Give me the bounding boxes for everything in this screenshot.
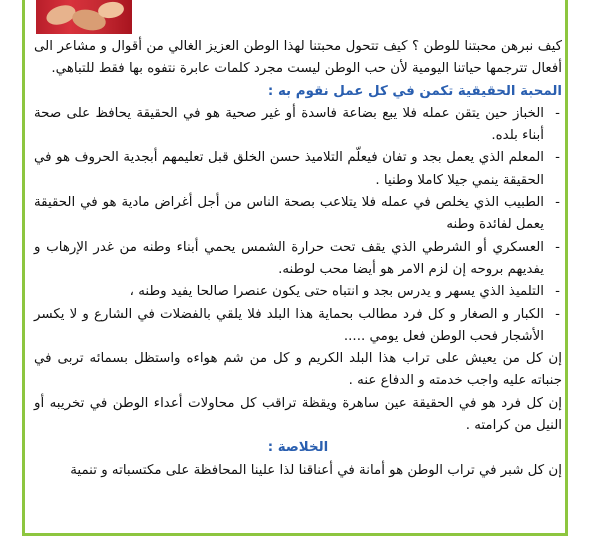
paragraph-vigilance: إن كل فرد هو في الحقيقة عين ساهرة ويقظة تراقب كل محاولات أعداء الوطن في تخريبه أو النيل من كرامته . <box>34 395 562 434</box>
section-heading: المحبة الحقيقية تكمن في كل عمل نقوم به : <box>267 83 562 99</box>
summary-paragraph: إن كل شبر في تراب الوطن هو أمانة في أعناقنا لذا علينا المحافظة على مكتسباته و تنمية <box>70 462 562 478</box>
examples-list <box>34 103 562 348</box>
paragraph-duty: إن كل من يعيش على تراب هذا البلد الكريم و كل من شم هواءه واستظل بسمائه تربى في جنباته عليه واجب خدمته و الدفاع عنه . <box>34 351 562 389</box>
list-item: - التلميذ الذي يسهر و يدرس بجد و انتباه حتى يكون عنصرا صالحا يفيد وطنه ، <box>34 281 544 303</box>
intro-paragraph: كيف نبرهن محبتنا للوطن ؟ كيف تتحول محبتنا لهذا الوطن العزيز الغالي من أقوال و مشاعر الى أفعال تترجمها حياتنا اليومية لأن حب الوطن ليست مجرد كلمات عابرة نتفوه بها فقط للتباهي. <box>34 39 562 77</box>
list-item: - المعلم الذي يعمل بجد و تفان فيعلّم التلاميذ حسن الخلق قبل تعليمهم أبجدية الحروف هو في الحقيقة ينمي جيلا كاملا وطنيا . <box>34 147 544 192</box>
summary-heading: الخلاصة : <box>267 440 329 456</box>
list-item: - الطبيب الذي يخلص في عمله فلا يتلاعب بصحة الناس من أجل أغراض مادية هو في الحقيقة يعمل لفائدة وطنه <box>34 192 544 237</box>
list-item: - العسكري أو الشرطي الذي يقف تحت حرارة الشمس يحمي أبناء وطنه من غدر الإرهاب و يفديهم بروحه إن لزم الامر هو أيضا محب لوطنه. <box>34 237 544 282</box>
header-photo <box>36 0 132 34</box>
list-item: - الكبار و الصغار و كل فرد مطالب بحماية هذا البلد فلا يلقي بالفضلات في الشارع و لا يكسر الأشجار فحب الوطن فعل يومي ..... <box>34 304 544 349</box>
document-body <box>34 36 562 482</box>
list-item: - الخباز حين يتقن عمله فلا يبع بضاعة فاسدة أو غير صحية هو في الحقيقة يحافظ على صحة أبناء بلده. <box>34 103 544 148</box>
